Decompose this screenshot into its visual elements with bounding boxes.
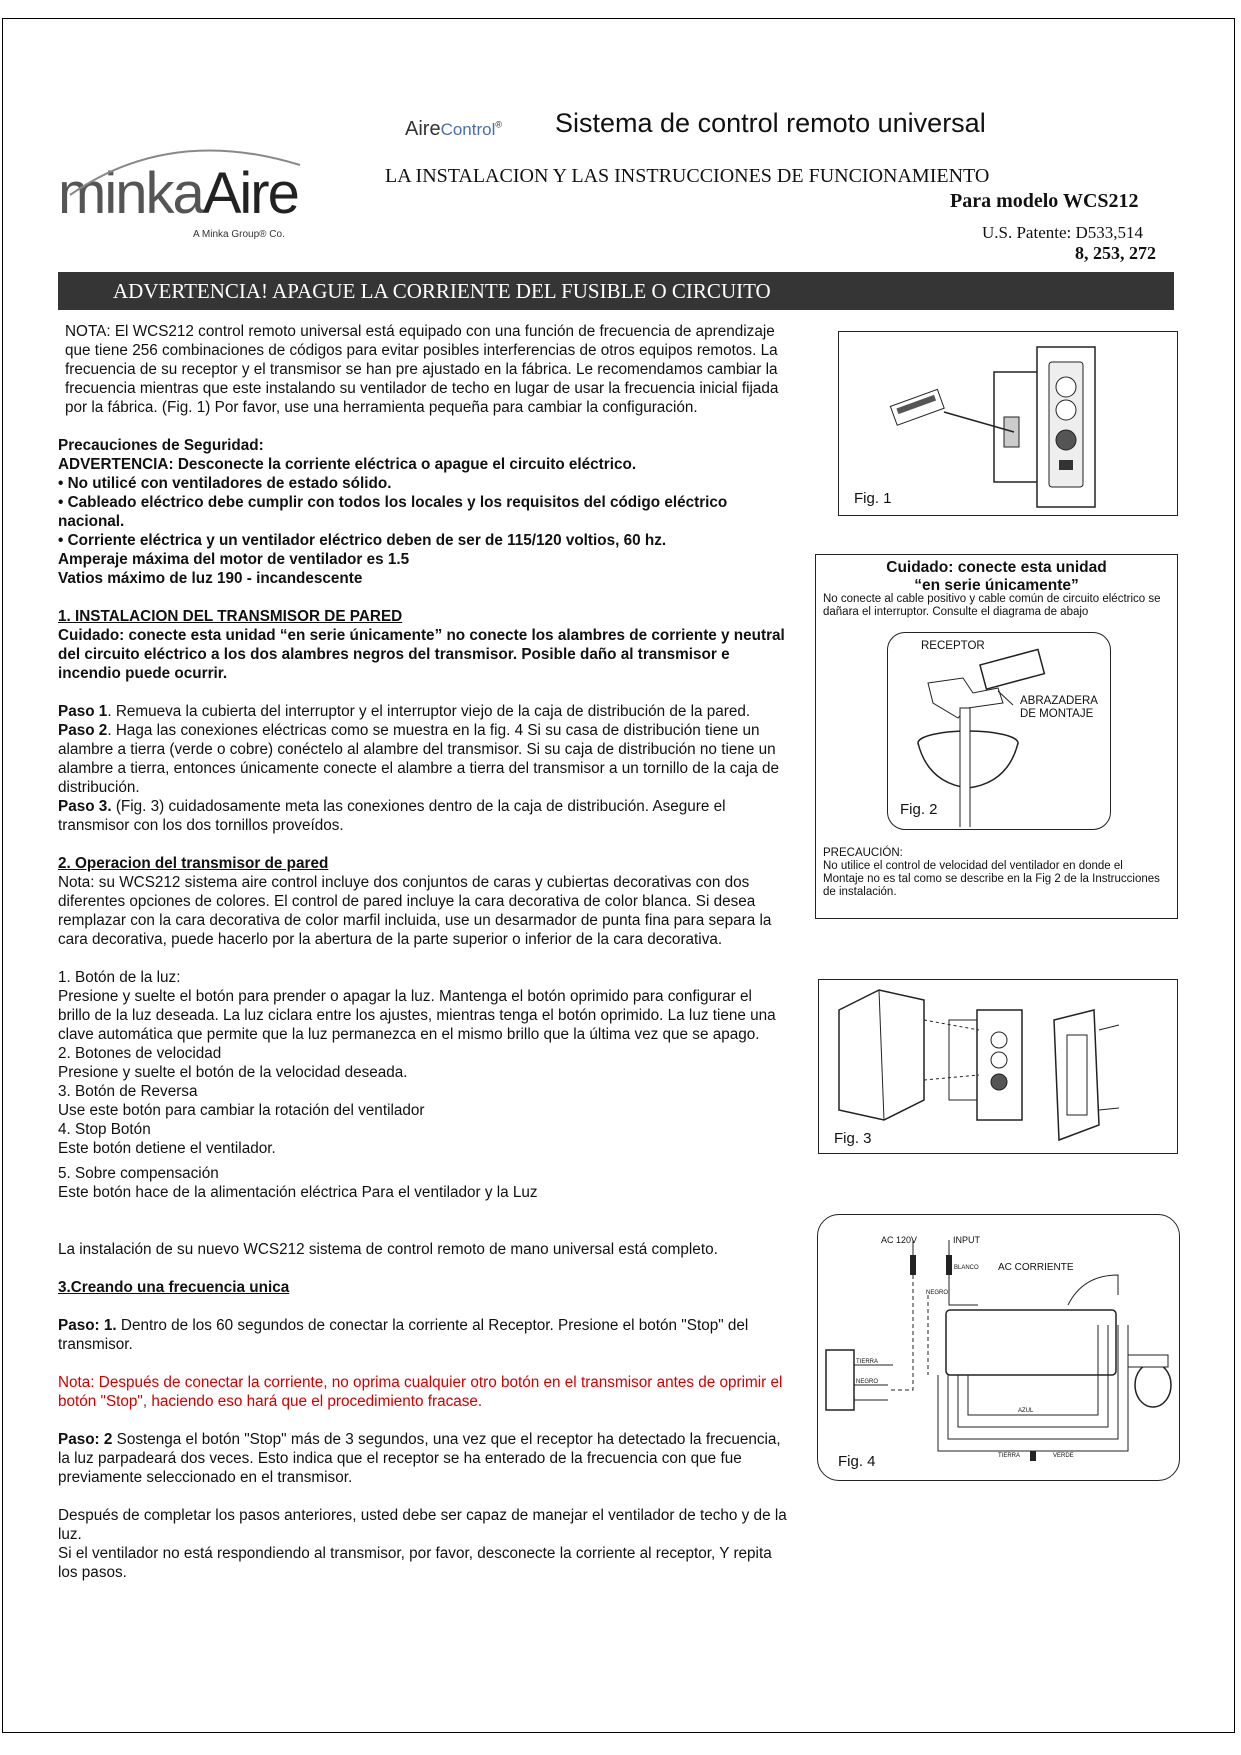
- button4-text: Este botón detiene el ventilador.: [58, 1140, 276, 1157]
- wall-box-assembly-icon: [819, 980, 1177, 1153]
- red-note: Nota: Después de conectar la corriente, no oprima cualquier otro botón en el transmisor antes de oprimir el botón "Stop", haciendo eso hará que el procedimiento fracase.: [58, 1374, 783, 1410]
- negro-label-2: NEGRO: [856, 1379, 879, 1385]
- section1-title: 1. INSTALACION DEL TRANSMISOR DE PARED: [58, 608, 403, 625]
- switch-receiver-icon: [839, 332, 1177, 515]
- safety-warning: ADVERTENCIA: Desconecte la corriente eléctrica o apague el circuito eléctrico.: [58, 456, 637, 473]
- caution-text: No conecte al cable positivo y cable común de circuito eléctrico se dañara el interruptor. Consulte el diagrama de abajo: [823, 593, 1161, 618]
- precaucion-title: PRECAUCIÓN:: [823, 847, 903, 859]
- button5-text: Este botón hace de la alimentación eléctrica Para el ventilador y la Luz: [58, 1184, 538, 1201]
- airecontrol-logo: AireControl®: [405, 118, 503, 140]
- wiring-diagram-icon: [818, 1215, 1177, 1478]
- retry-text: Si el ventilador no está respondiendo al transmisor, por favor, desconecte la corriente al receptor, Y repita los pasos.: [58, 1545, 772, 1581]
- button5-title: 5. Sobre compensación: [58, 1165, 219, 1182]
- figure-3: [818, 979, 1178, 1154]
- after-steps: Después de completar los pasos anteriores, usted debe ser capaz de manejar el ventilador de techo y de la luz.: [58, 1507, 787, 1543]
- abrazadera-label1: ABRAZADERA: [1020, 695, 1098, 707]
- watts-line: Vatios máximo de luz 190 - incandescente: [58, 570, 363, 587]
- verde-label: VERDE: [1053, 1453, 1074, 1459]
- patent-number: 8, 253, 272: [1075, 243, 1156, 263]
- blanco-label: BLANCO: [954, 1265, 979, 1271]
- warning-bar: ADVERTENCIA! APAGUE LA CORRIENTE DEL FUSIBLE O CIRCUITO: [58, 272, 1174, 310]
- step1: Paso 1. Remueva la cubierta del interruptor y el interruptor viejo de la caja de distribución de la pared.: [58, 703, 751, 720]
- button4-title: 4. Stop Botón: [58, 1121, 151, 1138]
- caution-box: [815, 554, 1178, 919]
- button1-text: Presione y suelte el botón para prender o apagar la luz. Mantenga el botón oprimido para configurar el brillo de la luz deseada. La luz ciclara entre los ajustes, mientras tenga el botón oprimido. La luz tiene una clave automática que permite que la luz permanezca en el mismo brillo que la última vez que se apago.: [58, 988, 776, 1043]
- section3-step1: Paso: 1. Dentro de los 60 segundos de conectar la corriente al Receptor. Presione el botón "Stop" del transmisor.: [58, 1317, 749, 1353]
- abrazadera-label2: DE MONTAJE: [1020, 708, 1094, 720]
- section2-title: 2. Operacion del transmisor de pared: [58, 855, 329, 872]
- amperage-line: Amperaje máxima del motor de ventilador es 1.5: [58, 551, 410, 568]
- button2-text: Presione y suelte el botón de la velocidad deseada.: [58, 1064, 408, 1081]
- safety-item: • Corriente eléctrica y un ventilador eléctrico deben de ser de 115/120 voltios, 60 hz.: [58, 532, 667, 549]
- install-complete: La instalación de su nuevo WCS212 sistema de control remoto de mano universal está completo.: [58, 1241, 718, 1258]
- aire-right: Control: [440, 120, 496, 139]
- receiver-mount-icon: [888, 633, 1108, 827]
- intro-text: NOTA: El WCS212 control remoto universal está equipado con una función de frecuencia de aprendizaje que tiene 256 combinaciones de códigos para evitar posibles interferencias de otros equipos remotos. La frecuencia de su receptor y el transmisor se han pre ajustado en la fábrica. Le recomendamos cambiar la frecuencia mientras que este instalando su ventilador de techo en lugar de usar la frecuencia inicial fijada por la fábrica. (Fig. 1) Por favor, use una herramienta pequeña para cambiar la configuración.: [65, 323, 779, 416]
- button2-title: 2. Botones de velocidad: [58, 1045, 222, 1062]
- logo-swoosh-icon: [50, 135, 310, 210]
- brand-sub: A Minka Group® Co.: [193, 229, 285, 240]
- button1-title: 1. Botón de la luz:: [58, 969, 181, 986]
- brand-main: minka: [58, 161, 203, 226]
- safety-item: • Cableado eléctrico debe cumplir con todos los locales y los requisitos del código eléctrico nacional.: [58, 494, 728, 530]
- caution-title1: Cuidado: conecte esta unidad: [886, 559, 1107, 576]
- section2-note: Nota: su WCS212 sistema aire control incluye dos conjuntos de caras y cubiertas decorativas con dos diferentes opciones de colores. El control de pared incluye la cara decorativa de color blanca. Si desea remplazar con la cara decorativa de color marfil incluida, use un desarmador de punta fina para separa la cara decorativa, puede hacerlo por la abertura de la parte superior o inferior de la cara decorativa.: [58, 874, 772, 948]
- fig4-label: Fig. 4: [838, 1453, 876, 1470]
- fig1-label: Fig. 1: [854, 490, 892, 507]
- figure-1: [838, 331, 1178, 516]
- ac-corriente-label: AC CORRIENTE: [998, 1262, 1074, 1273]
- tierra-label-2: TIERRA: [998, 1453, 1021, 1459]
- fig3-label: Fig. 3: [834, 1130, 872, 1147]
- section3-step2: Paso: 2 Sostenga el botón "Stop" más de 3 segundos, una vez que el receptor ha detectado la frecuencia, la luz parpadeará dos veces. Esto indica que el receptor se ha enterado de la frecuencia con que fue previamente seleccionado en el transmisor.: [58, 1431, 781, 1486]
- patent-label: U.S. Patente: D533,514: [982, 223, 1144, 242]
- amperage-value: 1.5: [387, 551, 410, 568]
- caution-title2: “en serie únicamente”: [914, 577, 1079, 594]
- fig2-inner: [887, 632, 1111, 830]
- page-subtitle: LA INSTALACION Y LAS INSTRUCCIONES DE FUNCIONAMIENTO: [385, 165, 990, 187]
- azul-label: AZUL: [1018, 1408, 1034, 1414]
- button3-text: Use este botón para cambiar la rotación del ventilador: [58, 1102, 425, 1119]
- page-title: Sistema de control remoto universal: [555, 108, 986, 138]
- receptor-label: RECEPTOR: [921, 640, 985, 652]
- section3-title: 3.Creando una frecuencia unica: [58, 1279, 290, 1296]
- step2: Paso 2. Haga las conexiones eléctricas como se muestra en la fig. 4 Si su casa de distribución tiene un alambre a tierra (verde o cobre) conéctelo al alambre del transmisor. Si su caja de distribución no tiene un alambre a tierra, entonces únicamente conecte el alambre a tierra del transmisor a un tornillo de la caja de distribución.: [58, 722, 780, 796]
- brand-accent: Aire: [202, 161, 298, 226]
- fig2-label: Fig. 2: [900, 801, 938, 818]
- main-column: [58, 322, 788, 1582]
- figure-4: [817, 1214, 1180, 1481]
- tierra-label: TIERRA: [856, 1359, 879, 1365]
- safety-item: • No utilicé con ventiladores de estado sólido.: [58, 475, 392, 492]
- input-label: INPUT: [953, 1235, 980, 1245]
- step3: Paso 3. (Fig. 3) cuidadosamente meta las conexiones dentro de la caja de distribución. Asegure el transmisor con los dos tornillos proveídos.: [58, 798, 726, 834]
- model-label: Para modelo WCS212: [950, 190, 1139, 212]
- ac120-label: AC 120V: [881, 1235, 918, 1245]
- button3-title: 3. Botón de Reversa: [58, 1083, 198, 1100]
- aire-left: Aire: [405, 118, 441, 140]
- precaucion-text: No utilice el control de velocidad del ventilador en donde el Montaje no es tal como se describe en la Fig 2 de la Instrucciones de instalación.: [823, 860, 1160, 898]
- safety-title: Precauciones de Seguridad:: [58, 437, 264, 454]
- negro-label: NEGRO: [926, 1290, 949, 1296]
- section1-caution: Cuidado: conecte esta unidad “en serie únicamente” no conecte los alambres de corriente y neutral del circuito eléctrico a los dos alambres negros del transmisor. Posible daño al transmisor e incendio puede ocurrir.: [58, 627, 785, 682]
